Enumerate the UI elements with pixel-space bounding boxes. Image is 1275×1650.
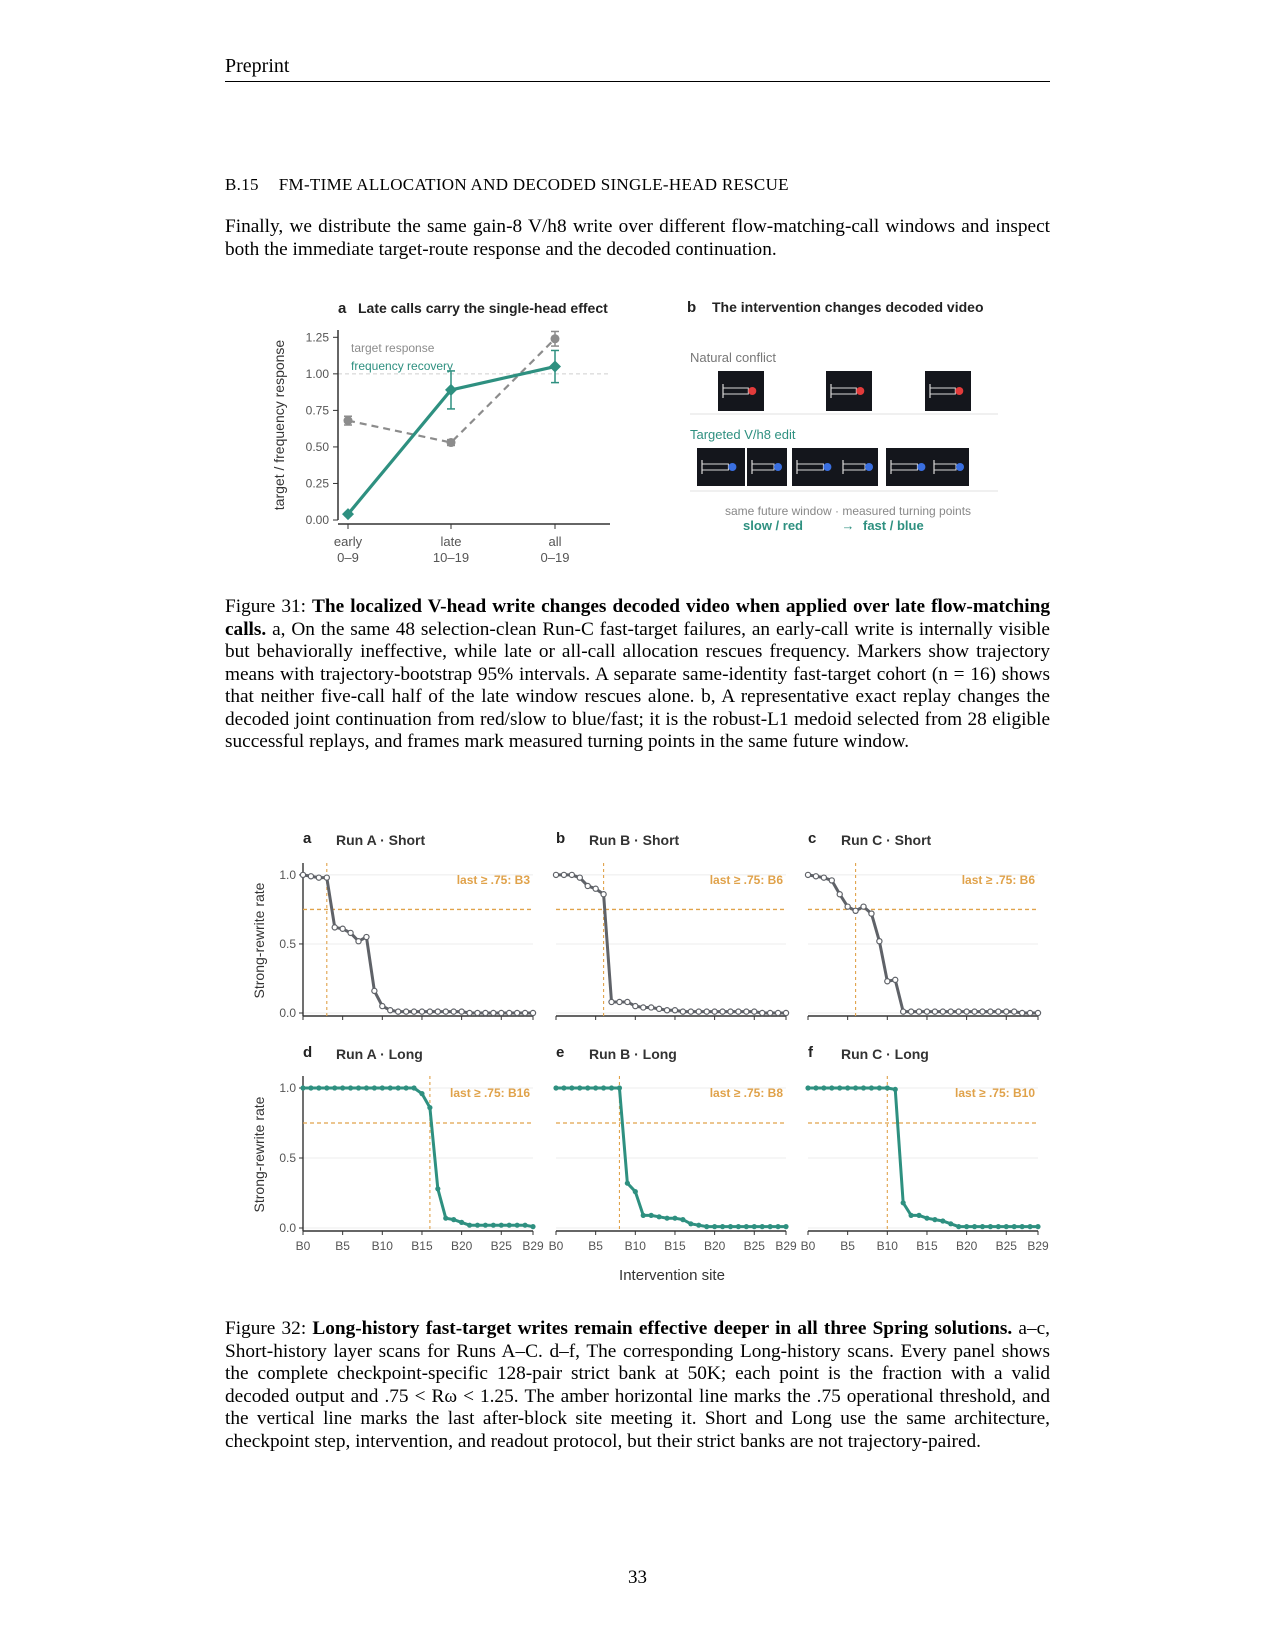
y-tick-label: 0.75 — [305, 403, 329, 418]
data-point — [837, 1085, 842, 1090]
data-point — [609, 1085, 614, 1090]
data-point — [783, 1224, 788, 1229]
data-point — [736, 1009, 741, 1014]
data-point — [861, 1085, 866, 1090]
section-title: FM-TIME ALLOCATION AND DECODED SINGLE-HEAD RESCUE — [278, 175, 789, 194]
data-point — [1012, 1009, 1017, 1014]
legend-arrow: → — [841, 518, 855, 533]
data-point — [601, 1085, 606, 1090]
row-label-natural: Natural conflict — [690, 350, 776, 365]
data-point — [483, 1010, 488, 1015]
data-point — [988, 1224, 993, 1229]
panel-letter: e — [556, 1044, 565, 1061]
data-point — [577, 875, 582, 880]
threshold-annotation: last ≥ .75: B3 — [456, 873, 530, 887]
data-point — [972, 1224, 977, 1229]
legend-fast: fast / blue — [863, 518, 924, 533]
x-tick-label: B20 — [703, 1239, 726, 1253]
data-point — [688, 1009, 693, 1014]
y-tick-label: 1.25 — [305, 330, 329, 345]
x-tick-label: B20 — [955, 1239, 978, 1253]
data-point — [680, 1217, 685, 1222]
data-point — [924, 1216, 929, 1221]
data-point — [649, 1213, 654, 1218]
data-point — [404, 1009, 409, 1014]
data-point — [324, 875, 329, 880]
data-point — [909, 1009, 914, 1014]
figure-32-caption-title: Long-history fast-target writes remain effective deeper in all three Spring solutions. — [312, 1318, 1013, 1339]
data-point — [356, 939, 361, 944]
data-point — [625, 999, 630, 1004]
data-point — [869, 1085, 874, 1090]
data-point — [569, 1085, 574, 1090]
x-tick-label: 0–19 — [540, 550, 570, 565]
data-point — [672, 1216, 677, 1221]
data-point — [704, 1009, 709, 1014]
x-tick-label: B15 — [916, 1239, 938, 1253]
data-point — [411, 1009, 416, 1014]
data-point — [1004, 1009, 1009, 1014]
data-point — [561, 872, 566, 877]
intro-paragraph: Finally, we distribute the same gain-8 V/h8 write over different flow-matching-call windows and inspect both the immediate target-route response and the decoded continuation. — [225, 216, 1050, 260]
x-tick-label: B29 — [775, 1239, 797, 1253]
data-point — [893, 1087, 898, 1092]
panel-title: Run C · Short — [841, 832, 932, 848]
legend-entry: target response — [351, 341, 435, 355]
legend-slow: slow / red — [743, 518, 803, 533]
data-point — [388, 1008, 393, 1013]
data-point — [308, 874, 313, 879]
data-point — [388, 1085, 393, 1090]
data-point — [885, 1085, 890, 1090]
data-point — [380, 1003, 385, 1008]
data-point — [396, 1085, 401, 1090]
data-point — [633, 1189, 638, 1194]
figure-31-caption-title: The localized V-head write changes decoded video when applied over late flow-matching calls. — [225, 596, 1050, 640]
data-point — [459, 1220, 464, 1225]
data-point — [760, 1010, 765, 1015]
y-axis-label: Strong-rewrite rate — [251, 882, 267, 999]
scan-panel-b — [553, 830, 788, 1020]
figure-31-label: Figure 31: — [225, 596, 307, 617]
data-point — [324, 1085, 329, 1090]
x-tick-label: B29 — [522, 1239, 544, 1253]
data-point — [617, 999, 622, 1004]
data-point — [877, 1085, 882, 1090]
data-point — [507, 1010, 512, 1015]
data-point — [1035, 1010, 1040, 1015]
panel-title: Run B · Short — [589, 832, 680, 848]
data-point — [720, 1009, 725, 1014]
data-point — [419, 1091, 424, 1096]
threshold-annotation: last ≥ .75: B10 — [955, 1086, 1035, 1100]
y-tick-label: 0.00 — [305, 513, 329, 527]
data-point — [1020, 1010, 1025, 1015]
data-point — [948, 1009, 953, 1014]
x-tick-label: B25 — [995, 1239, 1017, 1253]
data-point — [728, 1224, 733, 1229]
data-point — [940, 1009, 945, 1014]
data-point — [712, 1224, 717, 1229]
data-point — [845, 904, 850, 909]
x-tick-label: all — [548, 534, 562, 549]
data-point — [332, 925, 337, 930]
scan-panel-d — [251, 1044, 544, 1253]
data-point — [948, 1221, 953, 1226]
data-point — [308, 1085, 313, 1090]
y-tick-label: 0.0 — [279, 1221, 296, 1235]
x-tick-label: B15 — [664, 1239, 686, 1253]
scan-panel-c — [805, 830, 1040, 1020]
series-line — [808, 1088, 1038, 1227]
data-point — [736, 1224, 741, 1229]
y-tick-label: 1.0 — [279, 867, 296, 882]
data-point — [609, 999, 614, 1004]
x-tick-label: 10–19 — [432, 550, 470, 565]
x-tick-label: B5 — [840, 1239, 855, 1253]
data-point — [372, 988, 377, 993]
data-point — [396, 1009, 401, 1014]
data-point — [752, 1224, 757, 1229]
data-point — [932, 1009, 937, 1014]
data-point — [672, 1008, 677, 1013]
data-point — [657, 1006, 662, 1011]
data-point — [1012, 1224, 1017, 1229]
y-tick-label: 0.0 — [279, 1006, 296, 1020]
data-point — [585, 883, 590, 888]
data-point — [633, 1003, 638, 1008]
data-point — [837, 892, 842, 897]
data-point — [783, 1010, 788, 1015]
data-point — [964, 1009, 969, 1014]
data-point — [893, 977, 898, 982]
data-point — [901, 1200, 906, 1205]
data-point — [720, 1224, 725, 1229]
y-tick-label: 0.25 — [305, 476, 329, 491]
data-point — [553, 1085, 558, 1090]
data-point — [593, 886, 598, 891]
data-point — [853, 1085, 858, 1090]
data-point — [491, 1010, 496, 1015]
y-tick-label: 1.00 — [305, 366, 329, 381]
panel-letter: a — [303, 830, 312, 847]
data-point — [372, 1085, 377, 1090]
y-tick-label: 0.5 — [279, 936, 296, 951]
data-point — [696, 1009, 701, 1014]
panel-title: Run C · Long — [841, 1046, 929, 1062]
x-tick-label: B0 — [800, 1239, 816, 1253]
data-point — [300, 1085, 305, 1090]
data-point — [760, 1224, 765, 1229]
data-point — [916, 1213, 921, 1218]
chart-title: Late calls carry the single-head effect — [358, 300, 608, 316]
data-point — [522, 1010, 527, 1015]
data-point — [956, 1009, 961, 1014]
data-point — [340, 926, 345, 931]
x-tick-label: B25 — [743, 1239, 765, 1253]
data-point — [901, 1009, 906, 1014]
data-point — [475, 1223, 480, 1228]
data-point — [625, 1181, 630, 1186]
data-point — [964, 1224, 969, 1229]
data-point — [641, 1005, 646, 1010]
data-point — [805, 872, 810, 877]
data-point — [475, 1010, 480, 1015]
data-point — [805, 1085, 810, 1090]
data-point — [1020, 1224, 1025, 1229]
data-point — [988, 1009, 993, 1014]
data-point — [435, 1186, 440, 1191]
data-point — [853, 908, 858, 913]
data-point — [427, 1105, 432, 1110]
data-point — [1004, 1224, 1009, 1229]
data-point — [499, 1010, 504, 1015]
data-point — [561, 1085, 566, 1090]
data-point — [553, 872, 558, 877]
data-point — [744, 1224, 749, 1229]
data-point — [364, 1085, 369, 1090]
data-point — [712, 1009, 717, 1014]
data-point — [641, 1213, 646, 1218]
data-point — [768, 1010, 773, 1015]
data-point — [300, 872, 305, 877]
panel-title: Run A · Long — [336, 1046, 423, 1062]
data-point — [980, 1224, 985, 1229]
data-point — [704, 1224, 709, 1229]
data-point — [869, 911, 874, 916]
panel-title: Run B · Long — [589, 1046, 677, 1062]
scan-panel-e — [549, 1044, 797, 1253]
data-point — [419, 1009, 424, 1014]
data-point — [1035, 1224, 1040, 1229]
data-point — [467, 1010, 472, 1015]
data-point — [861, 904, 866, 909]
x-tick-label: 0–9 — [337, 550, 359, 565]
x-tick-label: B29 — [1027, 1239, 1049, 1253]
panel-a-letter: a — [338, 300, 347, 317]
x-tick-label: B20 — [450, 1239, 473, 1253]
x-tick-label: B0 — [295, 1239, 311, 1253]
data-point — [380, 1085, 385, 1090]
data-point — [364, 934, 369, 939]
y-tick-label: 0.5 — [279, 1151, 296, 1165]
x-axis-label: Intervention site — [619, 1267, 725, 1284]
data-point — [980, 1009, 985, 1014]
y-axis-label: target / frequency response — [271, 339, 287, 511]
data-point — [515, 1010, 520, 1015]
data-point — [515, 1223, 520, 1228]
data-point — [443, 1216, 448, 1221]
data-point — [885, 979, 890, 984]
data-point — [499, 1223, 504, 1228]
data-point — [585, 1085, 590, 1090]
data-point — [877, 939, 882, 944]
x-tick-label: late — [440, 534, 462, 549]
footer-note: same future window · measured turning points — [724, 504, 972, 518]
data-point — [664, 1008, 669, 1013]
data-point — [522, 1223, 527, 1228]
data-point — [530, 1224, 535, 1229]
panel-b-title: The intervention changes decoded video — [712, 299, 984, 315]
data-point — [821, 1085, 826, 1090]
x-tick-label: B10 — [876, 1239, 898, 1253]
page-number: 33 — [628, 1567, 647, 1588]
data-point — [688, 1221, 693, 1226]
legend-entry: frequency recovery — [351, 359, 454, 373]
data-point — [348, 1085, 353, 1090]
data-point — [340, 1085, 345, 1090]
data-point — [451, 1009, 456, 1014]
data-point — [593, 1085, 598, 1090]
data-point — [752, 1009, 757, 1014]
data-point — [744, 1009, 749, 1014]
data-point — [1027, 1224, 1032, 1229]
data-point — [829, 1085, 834, 1090]
data-point — [491, 1223, 496, 1228]
threshold-annotation: last ≥ .75: B6 — [709, 873, 783, 887]
data-point — [316, 875, 321, 880]
data-point — [956, 1224, 961, 1229]
y-tick-label: 1.0 — [279, 1081, 296, 1095]
section-number: B.15 — [225, 175, 259, 194]
panel-title: Run A · Short — [336, 832, 426, 848]
data-point — [483, 1223, 488, 1228]
data-point — [467, 1223, 472, 1228]
data-point — [728, 1009, 733, 1014]
data-point — [649, 1005, 654, 1010]
y-axis-label: Strong-rewrite rate — [251, 1096, 267, 1213]
scan-panel-a — [251, 830, 536, 1020]
data-point — [996, 1224, 1001, 1229]
row-label-edited: Targeted V/h8 edit — [690, 427, 796, 442]
data-point — [775, 1224, 780, 1229]
data-point — [356, 1085, 361, 1090]
data-point — [617, 1085, 622, 1090]
data-point — [696, 1223, 701, 1228]
x-tick-label: B15 — [411, 1239, 433, 1253]
data-point — [845, 1085, 850, 1090]
series-line — [303, 1088, 533, 1227]
data-point — [316, 1085, 321, 1090]
data-point — [1027, 1010, 1032, 1015]
scan-panel-f — [801, 1044, 1049, 1253]
panel-letter: b — [556, 830, 566, 847]
data-point — [813, 874, 818, 879]
data-point — [932, 1217, 937, 1222]
data-point — [909, 1213, 914, 1218]
x-tick-label: B5 — [335, 1239, 350, 1253]
data-point — [813, 1085, 818, 1090]
panel-letter: d — [303, 1044, 313, 1061]
data-point — [411, 1085, 416, 1090]
x-tick-label: early — [333, 534, 363, 549]
threshold-annotation: last ≥ .75: B8 — [709, 1086, 783, 1100]
data-point — [348, 930, 353, 935]
x-tick-label: B10 — [371, 1239, 393, 1253]
data-point — [657, 1214, 662, 1219]
x-tick-label: B5 — [588, 1239, 603, 1253]
threshold-annotation: last ≥ .75: B16 — [450, 1086, 530, 1100]
running-header: Preprint — [225, 55, 290, 77]
x-tick-label: B0 — [548, 1239, 564, 1253]
data-point — [916, 1009, 921, 1014]
data-point — [664, 1216, 669, 1221]
data-point — [435, 1009, 440, 1014]
panel-letter: f — [808, 1044, 813, 1061]
figure-31-caption-body: a, On the same 48 selection-clean Run-C fast-target failures, an early-call write is internally visible but behaviorally ineffective, while late or all-call allocation rescues frequency. Markers show trajectory means with trajectory-bootstrap 95% intervals. A separate same-identity fast-target cohort (n = 16) shows that neither five-call half of the late window rescues alone. b, A representative exact replay changes the decoded joint continuation from red/slow to blue/fast; it is the robust-L1 medoid selected from 28 eligible successful replays, and frames mark measured turning points in the same future window. — [225, 618, 1050, 752]
data-point — [507, 1223, 512, 1228]
data-point — [530, 1010, 535, 1015]
data-point — [427, 1009, 432, 1014]
series-line — [556, 1088, 786, 1227]
data-point — [940, 1218, 945, 1223]
data-point — [829, 878, 834, 883]
data-point — [577, 1085, 582, 1090]
data-point — [768, 1224, 773, 1229]
x-tick-label: B25 — [490, 1239, 512, 1253]
data-point — [680, 1009, 685, 1014]
panel-b-letter: b — [687, 299, 697, 316]
data-point — [404, 1085, 409, 1090]
data-point — [601, 892, 606, 897]
data-point — [332, 1085, 337, 1090]
threshold-annotation: last ≥ .75: B6 — [961, 873, 1035, 887]
x-tick-label: B10 — [624, 1239, 646, 1253]
y-tick-label: 0.50 — [305, 439, 329, 454]
data-point — [924, 1009, 929, 1014]
data-point — [775, 1010, 780, 1015]
data-point — [451, 1217, 456, 1222]
data-point — [569, 872, 574, 877]
data-point — [821, 875, 826, 880]
data-point — [459, 1009, 464, 1014]
panel-letter: c — [808, 830, 817, 847]
data-point — [996, 1009, 1001, 1014]
figure-32-label: Figure 32: — [225, 1318, 307, 1339]
data-point — [443, 1009, 448, 1014]
figure-32-caption-body: a–c, Short-history layer scans for Runs A–C. d–f, The corresponding Long-history scans. Every panel shows the complete checkpoint-specific 128-pair strict bank at 50K; each point is the fraction with a valid decoded output and .75 < Rω < 1.25. The amber horizontal line marks the .75 operational threshold, and the vertical line marks the last after-block site meeting it. Short and Long use the same architecture, checkpoint step, intervention, and readout protocol, but their strict banks are not trajectory-paired. — [225, 1318, 1050, 1452]
data-point — [972, 1009, 977, 1014]
